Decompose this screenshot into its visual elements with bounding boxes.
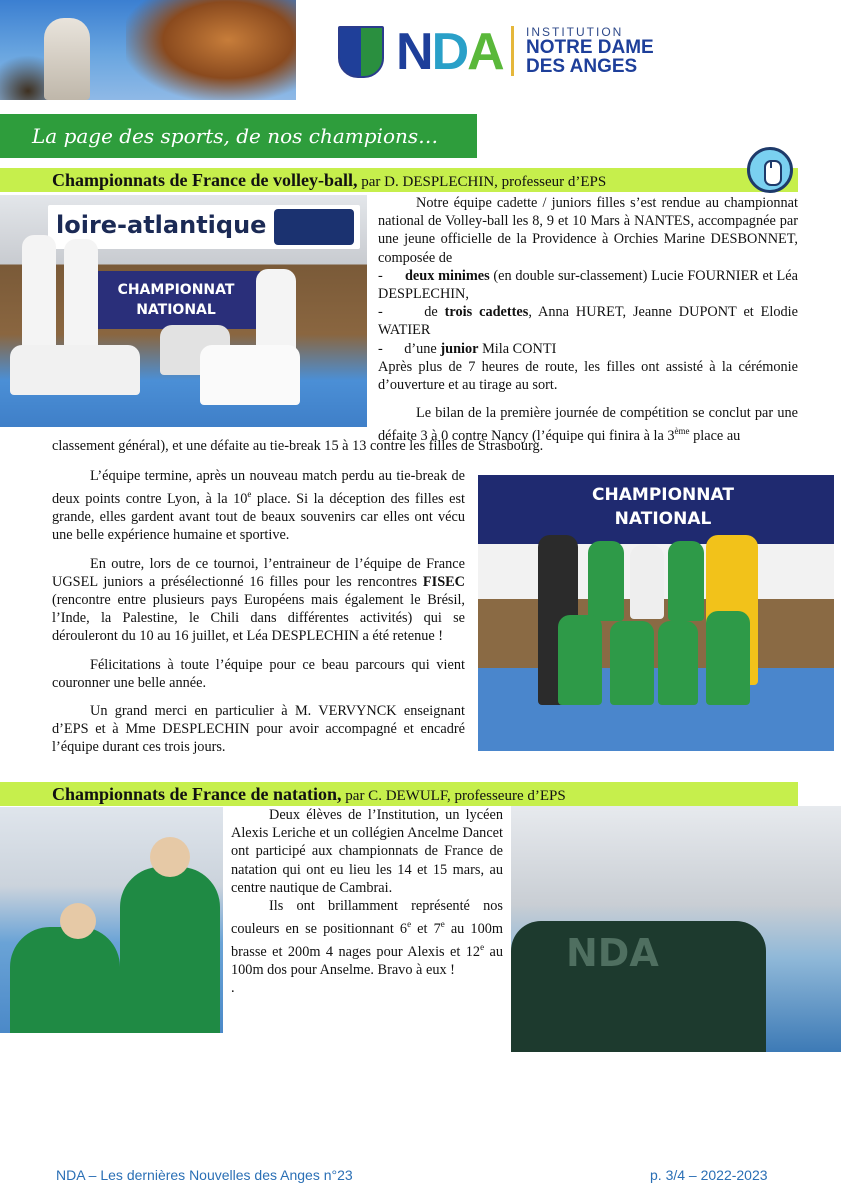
list-item-2-pre: de [424,304,445,321]
n-p2-text-b: et 7 [411,920,441,937]
crest-icon [338,26,384,78]
photo2-banner-line1: CHAMPIONNAT [592,485,734,505]
footer-page-number: p. 3/4 – 2022-2023 [650,1167,768,1183]
n-p2-text-d: au 100m dos pour Anselme. Bravo à eux ! [231,943,503,979]
volley-section-heading [0,168,798,192]
n-p2-sup3: e [480,942,485,953]
photo2-banner-line2: NATIONAL [614,509,712,529]
page-banner: La page des sports, de nos champions… [0,114,477,158]
natation-heading-title: Championnats de France de natation, [52,784,342,804]
p3-superscript: ème [674,426,690,437]
p3-text-a: Le bilan de la première journée de compétition se conclut par une défaite 3 à 0 contre Nancy (l’équipe qui finira à la 3 [378,405,798,445]
natation-paragraph-1: Deux élèves de l’Institution, un lycéen Alexis Leriche et un collégien Ancelme Dancet ont participé aux championnats de France de natation qui ont eu lieu les 14 et 15 mars, au centre nautique de Cambrai. [231,807,503,896]
natation-paragraph-2 [231,897,503,979]
list-item-2-bold: trois cadettes [444,304,529,321]
logo-divider [511,26,514,76]
institution-name-line2: DES ANGES [526,56,638,77]
n-p2-text-c: au 100m brasse et 200m 4 nages pour Alexis et 12 [231,920,503,960]
volley-team-photo [0,195,367,427]
volley-team-photo-2 [478,475,834,751]
list-item-3-pre: d’une [404,340,441,357]
photo-banner-line2: NATIONAL [136,302,216,318]
list-item-3-bold: junior [440,340,479,357]
p4-superscript: e [247,489,252,500]
p5-text-b: (rencontre entre plusieurs pays Européens mais également le Brésil, l’Inde, la Palestine, le Chili dans différentes activités) qui se dérouleront du 10 au 16 juillet, et Léa DESPLECHIN a été retenue ! [52,591,465,645]
volley-list-item-2: - de trois cadettes, Anna HURET, Jeanne DUPONT et Elodie WATIER [378,304,798,339]
p5-bold: FISEC [422,573,465,590]
photo-sign-text: loire-atlantique [56,211,267,239]
p4-text-b: place. Si la déception des filles est grande, elles gardent avant tout de beaux souvenirs car elles ont vécu une belle expérience humaine et sportive. [52,490,465,544]
n-p2-sup1: e [407,919,412,930]
volley-heading-title: Championnats de France de volley-ball, [52,170,358,190]
list-item-2-text: , Anna HURET, Jeanne DUPONT et Elodie WATIER [378,304,798,339]
institution-name-line1: NOTRE DAME [526,37,654,58]
shirt-logo-text: NDA [566,931,659,975]
volley-paragraph-7: Un grand merci en particulier à M. VERVYNCK enseignant d’EPS et à Mme DESPLECHIN pour avoir accompagné et encadré l’équipe durant ces trois jours. [52,703,465,756]
list-item-1-bold: deux minimes [404,267,490,284]
p5-text-a: En outre, lors de ce tournoi, l’entraineur de l’équipe de France UGSEL juniors a présélectionné 16 filles pour les rencontres [52,555,465,590]
photo-banner-line1: CHAMPIONNAT [117,282,235,298]
natation-paragraph-3: . [231,980,235,997]
header-photo-statue [0,0,296,100]
volley-paragraph-1: Notre équipe cadette / juniors filles s’est rendue au championnat national de Volley-ball les 8, 9 et 10 Mars à NANTES, accompagnée par une jeune officielle de la Providence à Orchies Marine DESBONNET, composée de [378,195,798,266]
swimmers-photo [0,807,223,1033]
p4-text-a: L’équipe termine, après un nouveau match perdu au tie-break de deux points contre Lyon, à la 10 [52,468,465,507]
volley-paragraph-3-continued: classement général), et une défaite au tie-break 15 à 13 contre les filles de Strasbourg. [52,438,544,454]
mouse-icon [747,147,793,193]
natation-text-column [231,806,503,998]
list-item-1-text: (en double sur-classement) Lucie FOURNIER et Léa DESPLECHIN, [378,267,798,303]
n-p2-sup2: e [440,919,445,930]
institution-name [526,38,654,76]
volley-paragraph-2: Après plus de 7 heures de route, les filles ont assisté à la cérémonie d’ouverture et au tirage au sort. [378,358,798,394]
volley-paragraph-6: Félicitations à toute l’équipe pour ce beau parcours qui vient couronner une belle année. [52,656,465,691]
footer-newsletter-title: NDA – Les dernières Nouvelles des Anges n°23 [56,1167,353,1183]
list-item-3-text: Mila CONTI [478,340,557,357]
p3-text-b: place au [689,428,741,445]
volley-list-item-1: - deux minimes (en double sur-classement) Lucie FOURNIER et Léa DESPLECHIN, [378,267,798,303]
natation-section-heading [0,782,798,806]
volley-paragraph-4 [52,467,465,545]
volley-text-column [378,194,798,445]
natation-heading-author: par C. DEWULF, professeure d’EPS [341,788,566,804]
photo-championship-banner [92,271,260,329]
volley-list-item-3: - d’une junior Mila CONTI [378,340,557,357]
volley-heading-author: par D. DESPLECHIN, professeur d’EPS [357,174,607,190]
nda-logo: NDA [396,23,503,81]
n-p2-text-a: Ils ont brillamment représenté nos couleurs en se positionnant 6 [231,898,503,937]
photo2-championship-banner [538,483,788,535]
nda-shirt-pool-photo [511,806,841,1052]
volley-text-left-column [52,467,465,757]
volley-paragraph-5 [52,555,465,646]
institution-label: INSTITUTION [526,25,624,39]
